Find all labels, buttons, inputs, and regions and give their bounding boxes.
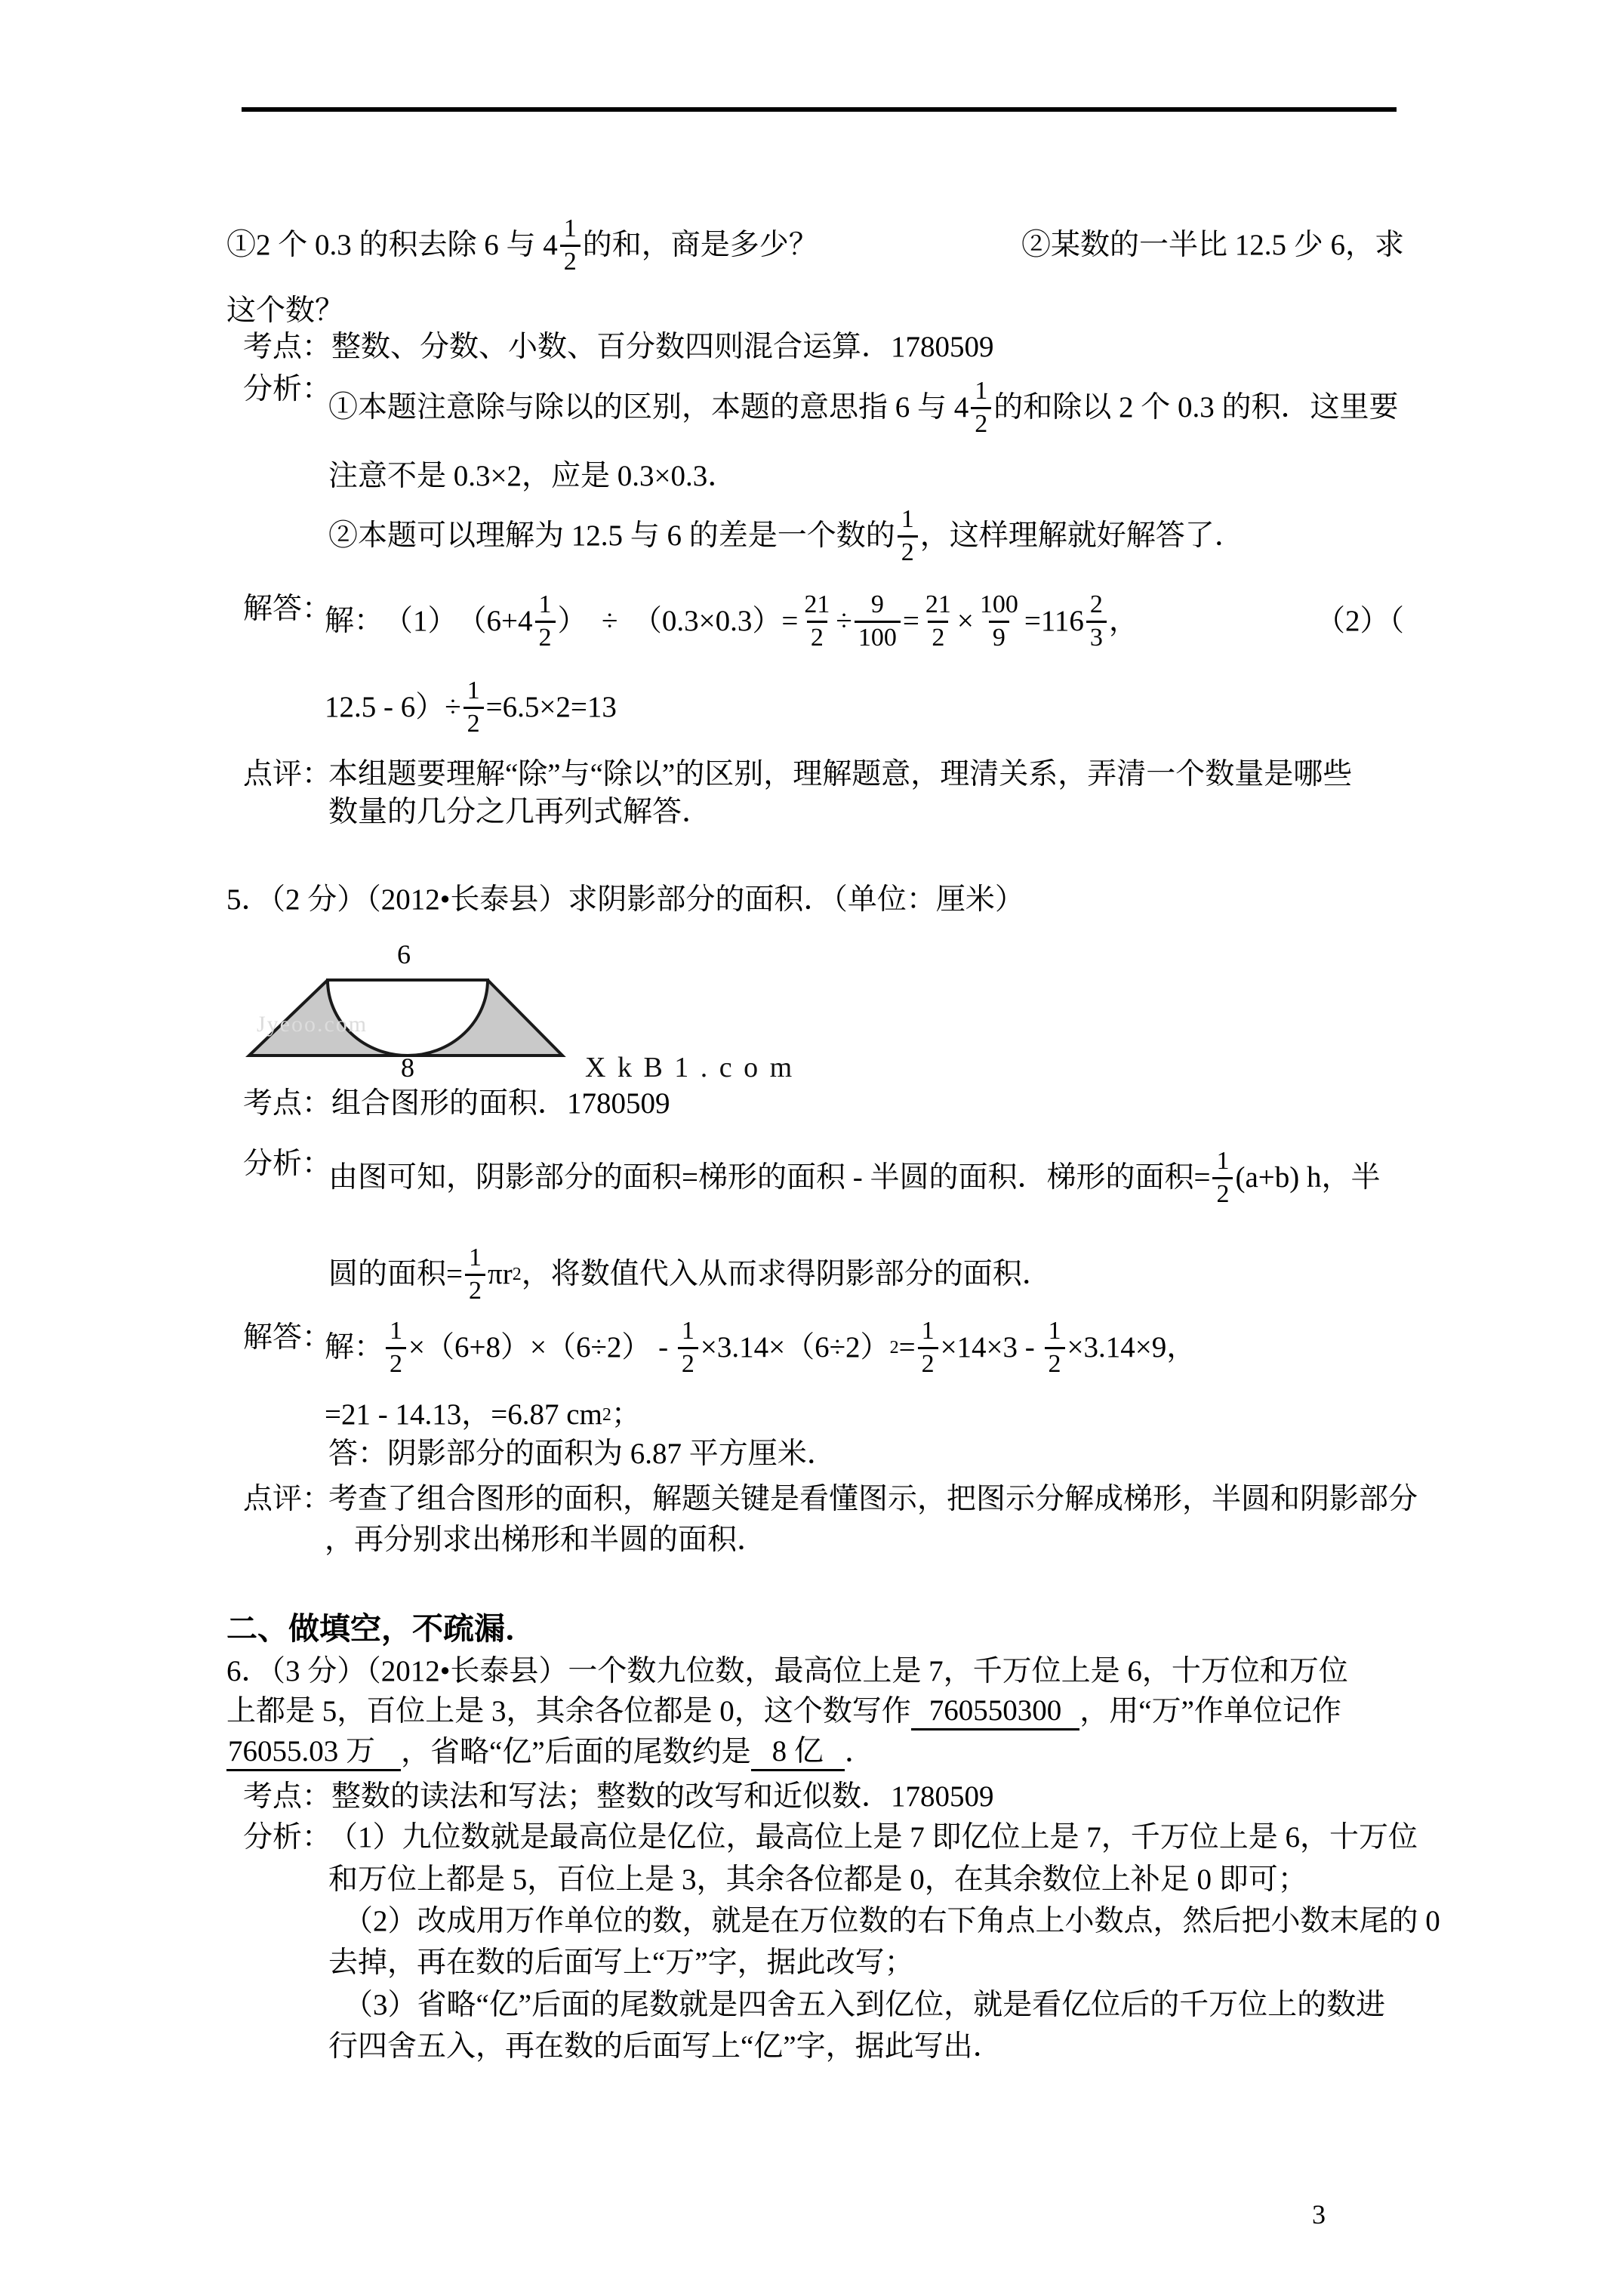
fraction-9-100: $\frac{9}{100}$ xyxy=(855,592,901,651)
jyeoo-watermark: Jyeoo.com xyxy=(257,1012,368,1037)
fraction-1-2: $\frac{1}{2}$ xyxy=(465,1245,485,1304)
fraction-1-2: $\frac{1}{2}$ xyxy=(678,1318,698,1377)
q6-answer-wan: 76055.03 万 xyxy=(226,1734,401,1772)
q6-answer-yi: 8 亿 xyxy=(751,1734,845,1772)
fenxi-label-q5: 分析： xyxy=(243,1148,332,1180)
q5-expr-2: ×3.14×（6÷2） xyxy=(700,1331,890,1364)
q5-jieda-line3 xyxy=(328,1436,836,1472)
q5-jieda-line2 xyxy=(325,1397,641,1433)
fraction-1-2: $\frac{1}{2}$ xyxy=(386,1318,406,1377)
q6-fenxi-line1 xyxy=(328,1820,1418,1856)
q6-fenxi-text2: 和万位上都是 5，百位上是 3，其余各位都是 0，在其余数位上补足 0 即可； xyxy=(328,1863,1307,1897)
fraction-2-3: $\frac{2}{3}$ xyxy=(1086,592,1107,651)
q4-problem-left-tail: 的和，商是多少？ xyxy=(582,229,818,262)
q4-part2-expr: 12.5 - 6）÷ xyxy=(325,691,461,724)
dianping-label-q5: 点评： xyxy=(243,1483,332,1515)
q5-dianping-text2: ，再分别求出梯形和半圆的面积． xyxy=(325,1524,767,1557)
q5-solution-open: 解： xyxy=(325,1331,384,1364)
q4-dianping-text1: 本组题要理解“除”与“除以”的区别，理解题意，理清关系，弄清一个数量是哪些 xyxy=(328,758,1353,791)
mixed-number-4-1-2 xyxy=(543,216,583,275)
q4-problem-line xyxy=(226,205,1404,285)
q6-kaodian-line xyxy=(243,1779,994,1815)
superscript-2: 2 xyxy=(602,1405,611,1425)
fraction-1-2: $\frac{1}{2}$ xyxy=(1045,1318,1065,1377)
kaodian-label: 考点： xyxy=(243,1087,332,1120)
q6-kaodian-text: 整数的读法和写法；整数的改写和近似数．1780509 xyxy=(331,1780,994,1814)
q6-fenxi-line4 xyxy=(328,1945,914,1981)
figure-bottom-dimension: 8 xyxy=(401,1052,414,1083)
q6-line2 xyxy=(226,1693,1341,1730)
q6-line3-text: ，省略“亿”后面的尾数约是 xyxy=(401,1736,751,1769)
q4-dianping-line2 xyxy=(328,794,711,831)
q6-fenxi-line6 xyxy=(328,2029,1002,2065)
q4-part2-result: =6.5×2=13 xyxy=(485,691,617,724)
q4-problem-left-text: ①2 个 0.3 的积去除 6 与 xyxy=(226,229,544,262)
q5-result-text: =21 - 14.13，=6.87 cm xyxy=(325,1398,602,1432)
q6-line1-text: 6．（3 分）（2012•长泰县）一个数九位数，最高位上是 7，千万位上是 6，十万位和万位 xyxy=(226,1655,1348,1688)
figure-top-dimension: 6 xyxy=(397,939,411,969)
superscript-2: 2 xyxy=(889,1338,899,1358)
section2-title-text: 二、做填空，不疏漏． xyxy=(226,1611,536,1646)
q4-fenxi-line2-text: 注意不是 0.3×2，应是 0.3×0.3． xyxy=(328,460,738,493)
q5-title-line xyxy=(226,882,1024,918)
comma: ， xyxy=(1108,605,1138,638)
fraction-21-2: $\frac{21}{2}$ xyxy=(925,590,951,652)
q5-kaodian-line xyxy=(243,1086,670,1122)
q5-expr-4: ×3.14×9， xyxy=(1067,1331,1196,1364)
q5-fenxi-text1: 由图可知，阴影部分的面积=梯形的面积 - 半圆的面积．梯形的面积= xyxy=(328,1161,1211,1194)
q4-fenxi-line3-tail: ，这样理解就好解答了． xyxy=(919,519,1244,553)
q4-problem-right-text: ②某数的一半比 12.5 少 6，求 xyxy=(1021,229,1404,262)
xkb1-watermark: X k B 1 . c o m xyxy=(585,1052,795,1083)
fraction-21-2: $\frac{21}{2}$ xyxy=(804,590,830,652)
fraction-1-2: $\frac{1}{2}$ xyxy=(1212,1148,1233,1207)
equals-sign: = xyxy=(902,605,919,638)
q6-line3-period: ． xyxy=(844,1736,874,1769)
q6-fenxi-text6: 行四舍五入，再在数的后面写上“亿”字，据此写出． xyxy=(328,2030,1002,2063)
q5-expr-3: ×14×3 - xyxy=(940,1331,1042,1364)
q4-solution-mid: ） ÷ （0.3×0.3）= xyxy=(557,605,799,638)
q4-dianping-line1 xyxy=(328,757,1352,793)
mixed-whole: 4 xyxy=(543,229,558,262)
q4-kaodian-line xyxy=(243,329,994,365)
q6-line2-tail: ，用“万”作单位记作 xyxy=(1079,1695,1341,1728)
q5-expr-1: ×（6+8）×（6÷2） - xyxy=(408,1331,676,1364)
q6-fenxi-text3: （2）改成用万作单位的数，就是在万位数的右下角点上小数点，然后把小数末尾的 0 xyxy=(343,1905,1440,1938)
q6-fenxi-text1: （1）九位数就是最高位是亿位，最高位上是 7 即亿位上是 7，千万位上是 6，十万位 xyxy=(328,1821,1418,1854)
q4-fenxi-line1 xyxy=(328,370,1399,445)
q4-kaodian-text: 整数、分数、小数、百分数四则混合运算．1780509 xyxy=(331,331,994,364)
q5-fenxi-text2-tail: ，将数值代入从而求得阴影部分的面积． xyxy=(521,1258,1052,1291)
fraction-1-2: $\frac{1}{2}$ xyxy=(560,216,581,275)
q4-result-116: =116 xyxy=(1024,605,1084,638)
q5-fenxi-text2: 圆的面积= xyxy=(328,1258,463,1291)
q5-kaodian-text: 组合图形的面积．1780509 xyxy=(331,1087,670,1120)
jieda-label-q4: 解答： xyxy=(243,593,332,625)
q5-fenxi-line1 xyxy=(328,1140,1381,1216)
kaodian-label: 考点： xyxy=(243,1780,332,1814)
q5-dianping-line1 xyxy=(328,1481,1418,1518)
q5-fenxi-line2 xyxy=(328,1237,1052,1312)
fraction-1-2: $\frac{1}{2}$ xyxy=(918,1318,938,1377)
kaodian-label: 考点： xyxy=(243,331,332,364)
q4-solution-open: 解： （1） （6+4 xyxy=(325,605,533,638)
q4-fenxi-line1-tail: 的和除以 2 个 0.3 的积．这里要 xyxy=(993,391,1399,424)
q5-result-punct: ； xyxy=(611,1398,641,1432)
fraction-1-2: $\frac{1}{2}$ xyxy=(463,678,484,737)
q4-jieda-line1 xyxy=(325,584,1404,659)
q6-fenxi-line3 xyxy=(343,1903,1440,1940)
q6-line2-text: 上都是 5，百位上是 3，其余各位都是 0，这个数写作 xyxy=(226,1695,911,1728)
q6-line3 xyxy=(226,1734,874,1771)
mixed-number-4-1-2 xyxy=(954,378,994,437)
header-rule xyxy=(242,107,1397,112)
q4-fenxi-line1-text: ①本题注意除与除以的区别，本题的意思指 6 与 xyxy=(328,391,954,424)
section2-header xyxy=(226,1610,536,1647)
q6-fenxi-line5 xyxy=(343,1987,1385,2023)
q6-fenxi-text5: （3）省略“亿”后面的尾数就是四舍五入到亿位，就是看亿位后的千万位上的数进 xyxy=(343,1989,1386,2022)
fraction-1-2: $\frac{1}{2}$ xyxy=(535,592,556,651)
q4-fenxi-line2 xyxy=(328,458,737,495)
q6-fenxi-text4: 去掉，再在数的后面写上“万”字，据此改写； xyxy=(328,1946,914,1980)
q5-dianping-line2 xyxy=(325,1522,766,1558)
equals-sign: = xyxy=(898,1331,916,1364)
jieda-label-q5: 解答： xyxy=(243,1321,332,1354)
q4-dianping-text2: 数量的几分之几再列式解答． xyxy=(328,796,712,829)
q4-part2-open: （2）（ xyxy=(1315,605,1404,638)
superscript-2: 2 xyxy=(512,1265,522,1284)
q4-problem-line2-text: 这个数？ xyxy=(226,294,345,328)
q5-title-text: 5．（2 分）（2012•长泰县）求阴影部分的面积．（单位：厘米） xyxy=(226,883,1024,917)
q6-answer-number: 760550300 xyxy=(911,1693,1080,1731)
q5-answer-text: 答：阴影部分的面积为 6.87 平方厘米． xyxy=(328,1438,836,1471)
q6-fenxi-line2 xyxy=(328,1862,1307,1898)
q5-jieda-line1 xyxy=(325,1310,1196,1385)
q4-jieda-line2 xyxy=(325,670,617,745)
divide-sign: ÷ xyxy=(836,605,852,638)
q5-dianping-text1: 考查了组合图形的面积，解题关键是看懂图示，把图示分解成梯形，半圆和阴影部分 xyxy=(328,1483,1418,1516)
q4-problem-line2 xyxy=(226,293,344,329)
mixed-whole: 4 xyxy=(953,391,969,424)
page-number: 3 xyxy=(1312,2199,1326,2230)
fraction-1-2: $\frac{1}{2}$ xyxy=(898,507,918,566)
fraction-1-2: $\frac{1}{2}$ xyxy=(971,378,991,437)
pi-r-term: πr xyxy=(488,1258,513,1291)
q4-fenxi-line3 xyxy=(328,498,1244,574)
dianping-label-q4: 点评： xyxy=(243,758,332,791)
multiply-sign: × xyxy=(956,605,974,638)
fenxi-label-q4: 分析： xyxy=(243,373,332,405)
q5-fenxi-text1-tail: (a+b) h，半 xyxy=(1235,1161,1381,1194)
fenxi-label-q6: 分析： xyxy=(243,1821,332,1854)
q4-fenxi-line3-text: ②本题可以理解为 12.5 与 6 的差是一个数的 xyxy=(328,519,895,553)
fraction-100-9: $\frac{100}{9}$ xyxy=(979,590,1018,652)
q6-line1 xyxy=(226,1653,1348,1690)
